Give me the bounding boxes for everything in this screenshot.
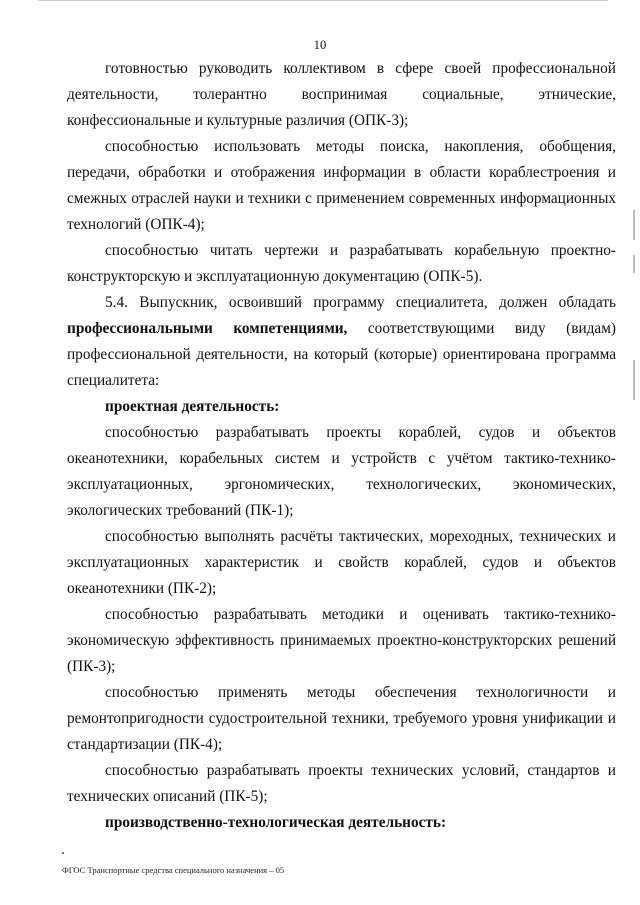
page-body — [67, 56, 616, 836]
paragraph-pk-3: способностью разрабатывать методики и оценивать тактико-технико-экономическую эффективность принимаемых проектно-конструкторских решений (ПК-3); — [67, 606, 616, 675]
paragraph-5-4 — [67, 290, 616, 394]
paragraph-5-4-start: 5.4. Выпускник, освоивший программу специалитета, должен обладать — [105, 294, 616, 311]
heading-design-activity: проектная деятельность: — [105, 398, 280, 415]
scan-speck — [62, 852, 64, 854]
scan-edge-mark — [633, 360, 635, 400]
paragraph-pk-1: способностью разрабатывать проекты кораблей, судов и объектов океанотехники, корабельных систем и устройств с учётом тактико-технико-эксплуатационных, эргономических, технологических, экономических, экологических требований (ПК-1); — [67, 424, 616, 519]
paragraph-pk-2: способностью выполнять расчёты тактических, мореходных, технических и эксплуатационных характеристик и свойств кораблей, судов и объектов океанотехники (ПК-2); — [67, 528, 616, 597]
paragraph-pk-5: способностью разрабатывать проекты технических условий, стандартов и технических описаний (ПК-5); — [67, 762, 616, 805]
top-border-line — [38, 0, 608, 1]
paragraph-5-4-end: соответствующими виду (видам) профессиональной деятельности, на который (которые) ориентирована программа специалитета: — [67, 320, 616, 389]
page-number: 10 — [313, 38, 327, 52]
paragraph-opk-3: готовностью руководить коллективом в сфере своей профессиональной деятельности, толерантно воспринимая социальные, этнические, конфессиональные и культурные различия (ОПК-3); — [67, 60, 616, 129]
heading-production-activity: производственно-технологическая деятельность: — [105, 814, 447, 831]
footer-text: ФГОС Транспортные средства специального назначения – 05 — [62, 865, 285, 875]
paragraph-opk-4: способностью использовать методы поиска, накопления, обобщения, передачи, обработки и отображения информации в области кораблестроения и смежных отраслей науки и техники с применением современных информационных технологий (ОПК-4); — [67, 138, 616, 233]
paragraph-pk-4: способностью применять методы обеспечения технологичности и ремонтопригодности судостроительной техники, требуемого уровня унификации и стандартизации (ПК-4); — [67, 684, 616, 753]
scan-edge-mark — [633, 255, 635, 273]
professional-competencies-bold: профессиональными компетенциями, — [67, 320, 348, 337]
paragraph-opk-5: способностью читать чертежи и разрабатывать корабельную проектно-конструкторскую и эксплуатационную документацию (ОПК-5). — [67, 242, 616, 285]
scan-edge-mark — [633, 210, 635, 240]
